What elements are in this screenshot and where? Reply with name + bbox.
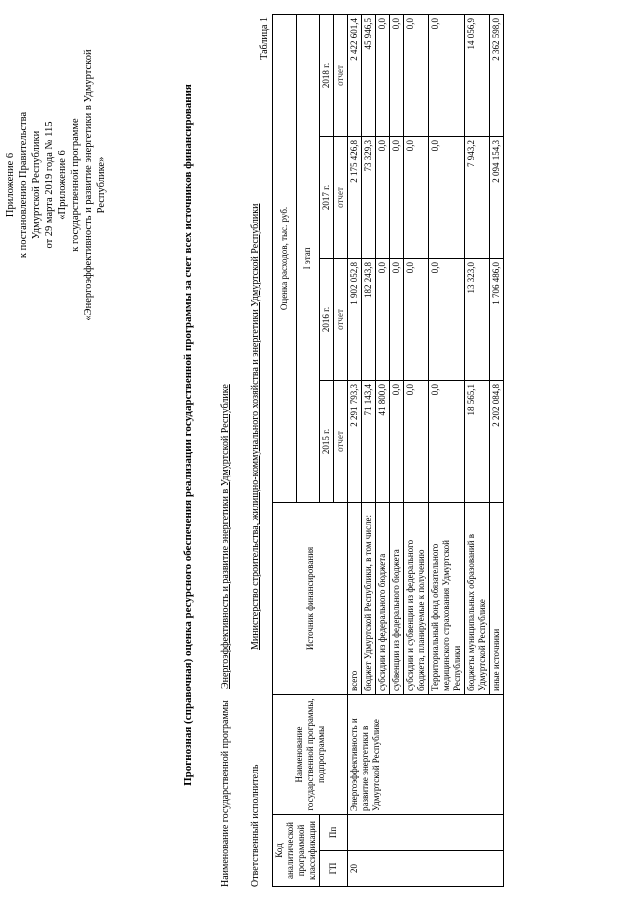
value-cell: 0,0 <box>429 137 465 259</box>
value-cell: 0,0 <box>390 137 404 259</box>
header-source: Источник финансирования <box>273 503 348 695</box>
source-cell: бюджет Удмуртской Республики, в том числе: <box>362 503 376 695</box>
value-cell: 0,0 <box>404 14 429 136</box>
value-cell: 2 362 598,0 <box>490 14 504 136</box>
header-gp: ГП <box>320 851 348 887</box>
header-report: отчет <box>334 137 348 259</box>
table-row <box>348 14 362 886</box>
source-cell: субвенции из федерального бюджета <box>390 503 404 695</box>
value-cell: 7 943,2 <box>465 137 490 259</box>
header-pp: Пп <box>320 815 348 851</box>
appendix-line: к государственной программе <box>70 118 81 252</box>
source-cell: всего <box>348 503 362 695</box>
value-cell: 2 291 793,3 <box>348 381 362 503</box>
pp-code <box>348 815 504 851</box>
value-cell: 13 323,0 <box>465 259 490 381</box>
value-cell: 45 946,5 <box>362 14 376 136</box>
source-cell: субсидии и субвенции из федерального бюджета, планируемые к получению <box>404 503 429 695</box>
value-cell: 71 143,4 <box>362 381 376 503</box>
header-report: отчет <box>334 259 348 381</box>
executor-label: Ответственный исполнитель <box>250 764 261 887</box>
appendix-line: к постановлению Правительства <box>18 111 29 259</box>
value-cell: 41 800,0 <box>376 381 390 503</box>
table-label: Таблица 1 <box>259 17 270 60</box>
appendix-line: «Энергоэффективность и развитие энергетики в Удмуртской <box>83 49 94 321</box>
header-year: 2016 г. <box>320 259 334 381</box>
value-cell: 0,0 <box>404 381 429 503</box>
header-estimate: Оценка расходов, тыс. руб. <box>273 14 297 502</box>
value-cell: 73 329,3 <box>362 137 376 259</box>
value-cell: 0,0 <box>404 137 429 259</box>
value-cell: 2 175 426,8 <box>348 137 362 259</box>
value-cell: 0,0 <box>376 259 390 381</box>
gp-code: 20 <box>348 851 504 887</box>
header-code: Код аналитической программной классификации <box>273 815 320 887</box>
financing-table <box>272 14 504 887</box>
value-cell: 0,0 <box>376 14 390 136</box>
source-cell: иные источники <box>490 503 504 695</box>
source-cell: субсидии из федерального бюджета <box>376 503 390 695</box>
executor-name: Министерство строительства, жилищно-коммунального хозяйства и энергетики Удмуртской Республики <box>250 203 261 650</box>
value-cell: 0,0 <box>390 14 404 136</box>
value-cell: 2 422 601,4 <box>348 14 362 136</box>
value-cell: 1 902 052,8 <box>348 259 362 381</box>
header-year: 2018 г. <box>320 14 334 136</box>
source-cell: Территориальный фонд обязательного медицинского страхования Удмуртской Республики <box>429 503 465 695</box>
value-cell: 0,0 <box>404 259 429 381</box>
header-year: 2017 г. <box>320 137 334 259</box>
value-cell: 0,0 <box>429 259 465 381</box>
document-title: Прогнозная (справочная) оценка ресурсного обеспечения реализации государственной программы за счет всех источников финансирования <box>182 84 194 786</box>
header-report: отчет <box>334 381 348 503</box>
header-stage: I этап <box>296 14 320 502</box>
value-cell: 2 094 154,3 <box>490 137 504 259</box>
value-cell: 0,0 <box>390 259 404 381</box>
header-report: отчет <box>334 14 348 136</box>
value-cell: 1 706 486,0 <box>490 259 504 381</box>
appendix-line: от 29 марта 2019 года № 115 <box>44 121 55 249</box>
header-year: 2015 г. <box>320 381 334 503</box>
appendix-line: «Приложение 6 <box>57 150 68 220</box>
value-cell: 0,0 <box>429 381 465 503</box>
value-cell: 2 202 084,8 <box>490 381 504 503</box>
source-cell: бюджеты муниципальных образований в Удмуртской Республике <box>465 503 490 695</box>
program-name: Энергоэффективность и развитие энергетики в Удмуртской Республике <box>220 384 231 689</box>
appendix-line: Удмуртской Республики <box>31 130 42 240</box>
value-cell: 14 056,9 <box>465 14 490 136</box>
program-label: Наименование государственной программы <box>220 700 231 887</box>
appendix-line: Приложение 6 <box>5 152 16 218</box>
value-cell: 0,0 <box>429 14 465 136</box>
value-cell: 0,0 <box>390 381 404 503</box>
header-program-name: Наименование государственной программы, подпрограммы <box>273 695 348 815</box>
value-cell: 18 565,1 <box>465 381 490 503</box>
value-cell: 182 243,8 <box>362 259 376 381</box>
appendix-line: Республике» <box>96 156 107 214</box>
value-cell: 0,0 <box>376 137 390 259</box>
appendix-block <box>4 35 108 335</box>
program-cell: Энергоэффективность и развитие энергетики в Удмуртской Республике <box>348 695 504 815</box>
